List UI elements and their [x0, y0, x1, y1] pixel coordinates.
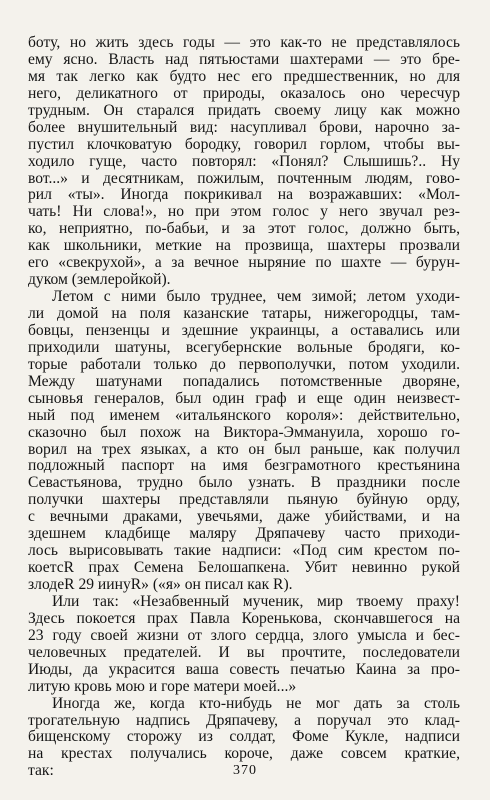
text-line: бищенскому сторожу из солдат, Фоме Кукле, надписи — [28, 729, 460, 746]
text-line: подложный паспорт на имя безграмотного крестьянина — [28, 458, 460, 475]
text-line: сказочно был похож на Виктора-Эммануила, хорошо го- — [28, 424, 460, 441]
text-line: более внушительный вид: насупливал брови, нарочно за- — [28, 119, 460, 136]
text-line: злодеR 29 иинуR» («я» он писал как R). — [28, 577, 293, 593]
text-line: бовцы, пензенцы и здешние украинцы, а оставались или — [28, 322, 460, 339]
text-line: вот...» и десятникам, пожилым, почтенным людям, гово- — [28, 170, 460, 187]
text-line: рил «ты». Иногда покрикивал на возражавших: «Мол- — [28, 187, 460, 204]
text-line: Здесь покоется прах Павла Кореньковa, скончавшегося на — [28, 610, 460, 627]
text-line: ходило гуще, часто повторял: «Понял? Слышишь?.. Ну — [28, 153, 460, 170]
text-line: так: — [28, 763, 54, 780]
text-line: ли домой на поля казанские татары, нижегородцы, там- — [28, 306, 460, 322]
text-line: приходили шатуны, всегубернские вольные бродяги, ко- — [28, 339, 460, 356]
text-line: Между шатунами попадались потомственные дворяне, — [28, 373, 460, 390]
text-line: ему ясно. Власть над пятьюстами шахтерами — это бре- — [28, 51, 460, 68]
text-line: Июды, да украсится ваша совесть печатью Каина за про- — [28, 661, 460, 678]
text-line: Летом с ними было труднее, чем зимой; летом уходи- — [52, 289, 460, 306]
text-line: пустил клочковатую бородку, говорил горлом, чтобы вы- — [28, 136, 460, 153]
text-line: чать! Ни слова!», но при этом голос у него звучал рез- — [28, 204, 460, 221]
text-line: ко, неприятно, по-бабьи, и за этот голос, должно быть, — [28, 221, 460, 238]
body-text — [28, 35, 460, 780]
text-line: мя так легко как будто нес его предшественник, но для — [28, 68, 460, 85]
text-line: Севастьянова, трудно было узнать. В праздники после — [28, 475, 460, 492]
text-line: ворил на трех языках, а кто он был раньше, как получил — [28, 441, 460, 458]
text-line: коетсR прах Семена Белошапкена. Убит невинно рукой — [28, 560, 460, 577]
page-number: 370 — [233, 763, 257, 778]
text-line: как школьники, меткие на прозвища, шахтеры прозвали — [28, 238, 460, 255]
text-line: него, деликатного от природы, оказалось оно чересчур — [28, 85, 460, 102]
text-line: 23 году своей жизни от злого сердца, злого умысла и бес- — [28, 627, 460, 644]
text-line: трогательную надпись Дряпачеву, а поручал это клад- — [28, 712, 460, 729]
text-line: Или так: «Незабвенный мученик, мир твоему праху! — [52, 593, 460, 610]
text-line: трудным. Он старался придать своему лицу как можно — [28, 102, 460, 119]
text-line: литую кровь мою и горе матери моей...» — [28, 678, 297, 695]
text-line: с вечными драками, увечьями, даже убийствами, и на — [28, 509, 460, 526]
text-line: здешнем кладбище маляру Дряпачеву часто приходи- — [28, 526, 460, 543]
text-line: его «свекрухой», а за вечное ныряние по шахте — бурун- — [28, 255, 460, 272]
text-line: дуком (землеройкой). — [28, 272, 171, 289]
text-line: ный под именем «итальянского короля»: действительно, — [28, 407, 460, 424]
text-line: на крестах получались короче, даже совсем краткие, — [28, 746, 460, 763]
text-line: боту, но жить здесь годы — это как-то не представлялось — [28, 35, 460, 51]
text-line: получки шахтеры представляли пьяную буйную орду, — [28, 492, 460, 509]
text-line: торые работали только до первополучки, потом уходили. — [28, 356, 460, 373]
text-line: человечных предателей. И вы прочтите, последователи — [28, 644, 460, 661]
text-line: Иногда же, когда кто-нибудь не мог дать за столь — [52, 695, 460, 712]
text-line: лось вырисовывать такие надписи: «Под сим крестом по- — [28, 543, 460, 560]
text-line: сыновья генералов, был один граф и еще один неизвест- — [28, 390, 460, 407]
